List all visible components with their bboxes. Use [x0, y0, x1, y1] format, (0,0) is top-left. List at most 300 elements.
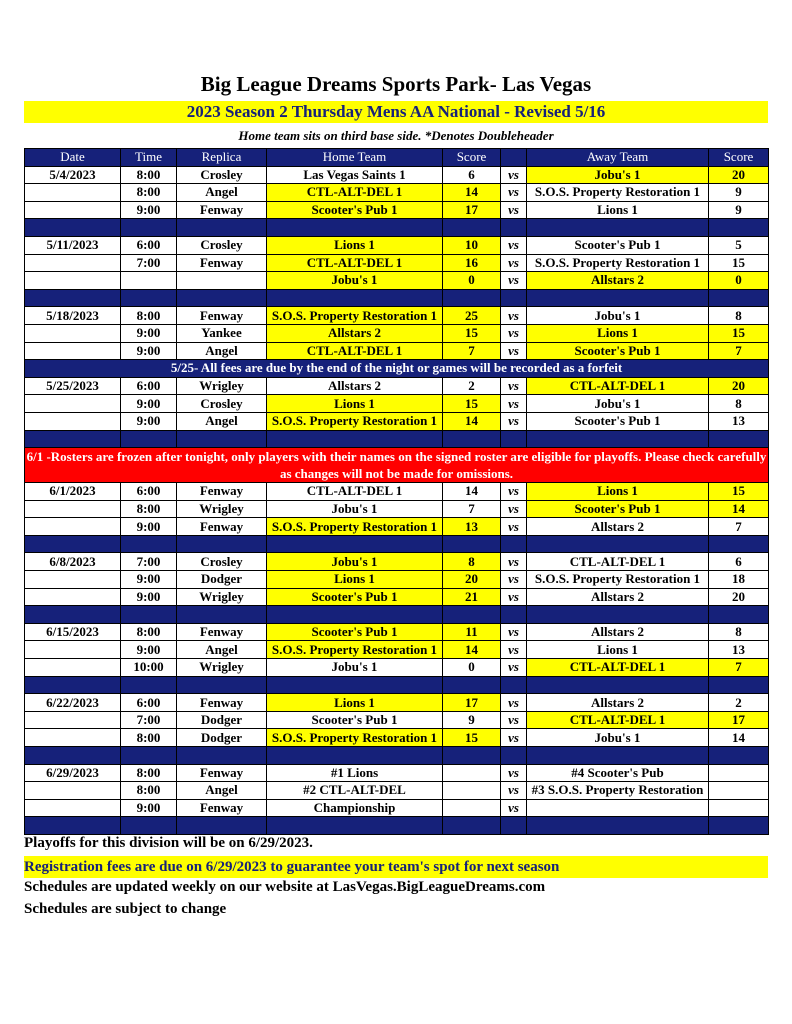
- separator-cell: [443, 219, 501, 237]
- home-team: Lions 1: [267, 694, 443, 712]
- game-time: 6:00: [121, 377, 177, 395]
- game-row: [25, 571, 769, 589]
- separator-cell: [267, 817, 443, 835]
- vs-label: vs: [501, 623, 527, 641]
- game-date: [25, 571, 121, 589]
- home-score: 10: [443, 236, 501, 254]
- game-time: 9:00: [121, 799, 177, 817]
- home-team: Jobu's 1: [267, 500, 443, 518]
- home-team: Scooter's Pub 1: [267, 201, 443, 219]
- separator-cell: [121, 219, 177, 237]
- home-score: 16: [443, 254, 501, 272]
- home-score: 14: [443, 641, 501, 659]
- away-score: 13: [709, 412, 769, 430]
- field-name: Fenway: [177, 518, 267, 536]
- home-team: S.O.S. Property Restoration 1: [267, 412, 443, 430]
- game-date: [25, 342, 121, 360]
- game-date: [25, 799, 121, 817]
- separator-cell: [501, 817, 527, 835]
- separator-cell: [501, 676, 527, 694]
- away-score: 8: [709, 395, 769, 413]
- game-date: 5/11/2023: [25, 236, 121, 254]
- home-score: 7: [443, 500, 501, 518]
- col-away-score: Score: [709, 149, 769, 167]
- away-score: 20: [709, 377, 769, 395]
- field-name: [177, 272, 267, 290]
- home-team: S.O.S. Property Restoration 1: [267, 641, 443, 659]
- game-date: [25, 711, 121, 729]
- separator-cell: [709, 535, 769, 553]
- vs-label: vs: [501, 412, 527, 430]
- separator-cell: [25, 747, 121, 765]
- game-date: [25, 254, 121, 272]
- vs-label: vs: [501, 553, 527, 571]
- away-score: 20: [709, 166, 769, 184]
- game-row: [25, 483, 769, 501]
- game-row: [25, 659, 769, 677]
- game-time: [121, 272, 177, 290]
- away-score: 7: [709, 342, 769, 360]
- separator-cell: [25, 430, 121, 448]
- game-date: 6/15/2023: [25, 623, 121, 641]
- vs-label: vs: [501, 729, 527, 747]
- game-row: [25, 764, 769, 782]
- home-score: 15: [443, 395, 501, 413]
- vs-label: vs: [501, 377, 527, 395]
- field-name: Dodger: [177, 571, 267, 589]
- separator-cell: [267, 289, 443, 307]
- away-team: CTL-ALT-DEL 1: [527, 553, 709, 571]
- vs-label: vs: [501, 236, 527, 254]
- separator-cell: [267, 606, 443, 624]
- away-team: CTL-ALT-DEL 1: [527, 377, 709, 395]
- separator-cell: [25, 676, 121, 694]
- separator-cell: [443, 676, 501, 694]
- home-team: Allstars 2: [267, 324, 443, 342]
- game-row: [25, 272, 769, 290]
- vs-label: vs: [501, 307, 527, 325]
- home-score: 15: [443, 324, 501, 342]
- game-row: [25, 324, 769, 342]
- home-score: 11: [443, 623, 501, 641]
- field-name: Wrigley: [177, 588, 267, 606]
- separator-cell: [527, 817, 709, 835]
- home-score: 6: [443, 166, 501, 184]
- game-time: 8:00: [121, 782, 177, 800]
- game-row: [25, 342, 769, 360]
- game-time: 9:00: [121, 201, 177, 219]
- vs-label: vs: [501, 324, 527, 342]
- game-row: [25, 412, 769, 430]
- game-row: [25, 166, 769, 184]
- separator-cell: [121, 676, 177, 694]
- game-date: [25, 729, 121, 747]
- home-team: Jobu's 1: [267, 272, 443, 290]
- separator-cell: [709, 219, 769, 237]
- game-date: 5/25/2023: [25, 377, 121, 395]
- registration-note: Registration fees are due on 6/29/2023 to guarantee your team's spot for next season: [24, 856, 768, 878]
- game-date: [25, 201, 121, 219]
- col-vs: [501, 149, 527, 167]
- game-row: [25, 694, 769, 712]
- away-score: 6: [709, 553, 769, 571]
- week-separator: [25, 219, 769, 237]
- field-name: Dodger: [177, 711, 267, 729]
- away-team: [527, 799, 709, 817]
- home-score: 9: [443, 711, 501, 729]
- game-date: [25, 588, 121, 606]
- separator-cell: [267, 535, 443, 553]
- home-team: Lions 1: [267, 236, 443, 254]
- game-date: 6/1/2023: [25, 483, 121, 501]
- game-time: 9:00: [121, 641, 177, 659]
- page-title: Big League Dreams Sports Park- Las Vegas: [200, 72, 592, 96]
- playoffs-note: Playoffs for this division will be on 6/29/2023.: [24, 835, 313, 851]
- home-team: Scooter's Pub 1: [267, 623, 443, 641]
- week-separator: [25, 430, 769, 448]
- game-row: [25, 782, 769, 800]
- game-time: 9:00: [121, 412, 177, 430]
- game-row: [25, 307, 769, 325]
- separator-cell: [25, 535, 121, 553]
- separator-cell: [25, 289, 121, 307]
- separator-cell: [267, 219, 443, 237]
- away-team: Allstars 2: [527, 518, 709, 536]
- schedule-body: [25, 166, 769, 834]
- away-team: Scooter's Pub 1: [527, 500, 709, 518]
- game-date: 6/22/2023: [25, 694, 121, 712]
- col-date: Date: [25, 149, 121, 167]
- home-team: Lions 1: [267, 395, 443, 413]
- away-team: #3 S.O.S. Property Restoration: [527, 782, 709, 800]
- home-team: Championship: [267, 799, 443, 817]
- away-score: 18: [709, 571, 769, 589]
- away-team: Jobu's 1: [527, 729, 709, 747]
- away-team: Allstars 2: [527, 272, 709, 290]
- home-score: 20: [443, 571, 501, 589]
- separator-cell: [177, 535, 267, 553]
- home-score: 7: [443, 342, 501, 360]
- away-team: Jobu's 1: [527, 307, 709, 325]
- vs-label: vs: [501, 184, 527, 202]
- vs-label: vs: [501, 395, 527, 413]
- game-time: 8:00: [121, 623, 177, 641]
- home-score: 14: [443, 184, 501, 202]
- away-team: Allstars 2: [527, 694, 709, 712]
- home-team: S.O.S. Property Restoration 1: [267, 307, 443, 325]
- roster-notice-text: 6/1 -Rosters are frozen after tonight, only players with their names on the signed roster are eligible for playoffs. Please check carefully as changes will not be made for omissions.: [25, 448, 769, 483]
- game-row: [25, 588, 769, 606]
- away-score: 8: [709, 307, 769, 325]
- home-team: S.O.S. Property Restoration 1: [267, 729, 443, 747]
- separator-cell: [443, 430, 501, 448]
- away-team: Jobu's 1: [527, 166, 709, 184]
- field-name: Angel: [177, 782, 267, 800]
- home-team: Jobu's 1: [267, 553, 443, 571]
- separator-cell: [121, 747, 177, 765]
- game-date: [25, 324, 121, 342]
- game-time: 7:00: [121, 254, 177, 272]
- game-row: [25, 201, 769, 219]
- home-team: CTL-ALT-DEL 1: [267, 254, 443, 272]
- home-team: Scooter's Pub 1: [267, 588, 443, 606]
- game-time: 7:00: [121, 553, 177, 571]
- game-row: [25, 518, 769, 536]
- game-time: 9:00: [121, 588, 177, 606]
- game-time: 6:00: [121, 483, 177, 501]
- game-time: 8:00: [121, 307, 177, 325]
- away-score: 7: [709, 518, 769, 536]
- vs-label: vs: [501, 659, 527, 677]
- field-name: Angel: [177, 412, 267, 430]
- home-team: #1 Lions: [267, 764, 443, 782]
- away-team: S.O.S. Property Restoration 1: [527, 254, 709, 272]
- separator-cell: [443, 289, 501, 307]
- home-score: 25: [443, 307, 501, 325]
- away-score: 17: [709, 711, 769, 729]
- game-time: 8:00: [121, 166, 177, 184]
- field-name: Fenway: [177, 799, 267, 817]
- game-time: 9:00: [121, 395, 177, 413]
- game-time: 10:00: [121, 659, 177, 677]
- col-home-score: Score: [443, 149, 501, 167]
- home-team: Las Vegas Saints 1: [267, 166, 443, 184]
- week-separator: [25, 747, 769, 765]
- separator-cell: [25, 219, 121, 237]
- separator-cell: [709, 289, 769, 307]
- separator-cell: [25, 817, 121, 835]
- home-score: 2: [443, 377, 501, 395]
- separator-cell: [527, 289, 709, 307]
- game-date: [25, 395, 121, 413]
- separator-cell: [501, 747, 527, 765]
- week-separator: [25, 289, 769, 307]
- away-team: Lions 1: [527, 201, 709, 219]
- field-name: Angel: [177, 184, 267, 202]
- separator-cell: [527, 430, 709, 448]
- away-team: S.O.S. Property Restoration 1: [527, 184, 709, 202]
- col-replica: Replica: [177, 149, 267, 167]
- fees-banner: [25, 360, 769, 378]
- away-team: Allstars 2: [527, 588, 709, 606]
- separator-cell: [527, 676, 709, 694]
- game-row: [25, 623, 769, 641]
- field-name: Fenway: [177, 694, 267, 712]
- week-separator: [25, 535, 769, 553]
- vs-label: vs: [501, 500, 527, 518]
- field-name: Angel: [177, 641, 267, 659]
- field-name: Dodger: [177, 729, 267, 747]
- away-score: 9: [709, 184, 769, 202]
- home-team: CTL-ALT-DEL 1: [267, 483, 443, 501]
- away-team: S.O.S. Property Restoration 1: [527, 571, 709, 589]
- col-home-team: Home Team: [267, 149, 443, 167]
- game-time: 6:00: [121, 236, 177, 254]
- website-note: Schedules are updated weekly on our website at LasVegas.BigLeagueDreams.com: [24, 879, 546, 895]
- roster-freeze-notice: [25, 448, 769, 483]
- col-away-team: Away Team: [527, 149, 709, 167]
- vs-label: vs: [501, 272, 527, 290]
- field-name: Wrigley: [177, 659, 267, 677]
- away-score: 0: [709, 272, 769, 290]
- game-date: [25, 518, 121, 536]
- header-row: [25, 149, 769, 167]
- game-row: [25, 377, 769, 395]
- field-name: Fenway: [177, 254, 267, 272]
- field-name: Wrigley: [177, 500, 267, 518]
- home-score: 15: [443, 729, 501, 747]
- home-score: 0: [443, 272, 501, 290]
- game-time: 8:00: [121, 500, 177, 518]
- game-time: 9:00: [121, 518, 177, 536]
- week-separator: [25, 676, 769, 694]
- separator-cell: [443, 747, 501, 765]
- separator-cell: [267, 430, 443, 448]
- field-name: Angel: [177, 342, 267, 360]
- separator-cell: [709, 817, 769, 835]
- away-score: 13: [709, 641, 769, 659]
- away-score: 14: [709, 500, 769, 518]
- separator-cell: [527, 219, 709, 237]
- separator-cell: [177, 606, 267, 624]
- game-time: 9:00: [121, 324, 177, 342]
- away-team: Scooter's Pub 1: [527, 412, 709, 430]
- field-name: Crosley: [177, 166, 267, 184]
- field-name: Fenway: [177, 623, 267, 641]
- separator-cell: [177, 289, 267, 307]
- away-team: Scooter's Pub 1: [527, 236, 709, 254]
- away-team: CTL-ALT-DEL 1: [527, 711, 709, 729]
- game-date: [25, 659, 121, 677]
- separator-cell: [177, 817, 267, 835]
- vs-label: vs: [501, 799, 527, 817]
- home-team: Lions 1: [267, 571, 443, 589]
- game-date: 6/8/2023: [25, 553, 121, 571]
- game-time: 8:00: [121, 729, 177, 747]
- separator-cell: [501, 606, 527, 624]
- vs-label: vs: [501, 764, 527, 782]
- home-team: Allstars 2: [267, 377, 443, 395]
- away-score: 8: [709, 623, 769, 641]
- schedule-table: [24, 148, 769, 835]
- separator-cell: [177, 430, 267, 448]
- game-date: 5/18/2023: [25, 307, 121, 325]
- home-score: 21: [443, 588, 501, 606]
- field-name: Crosley: [177, 553, 267, 571]
- game-row: [25, 254, 769, 272]
- away-score: [709, 764, 769, 782]
- away-score: [709, 782, 769, 800]
- separator-cell: [501, 535, 527, 553]
- field-name: Fenway: [177, 483, 267, 501]
- home-score: 17: [443, 694, 501, 712]
- vs-label: vs: [501, 342, 527, 360]
- away-score: [709, 799, 769, 817]
- vs-label: vs: [501, 201, 527, 219]
- vs-label: vs: [501, 483, 527, 501]
- separator-cell: [267, 747, 443, 765]
- separator-cell: [709, 606, 769, 624]
- game-date: [25, 782, 121, 800]
- game-time: 8:00: [121, 764, 177, 782]
- game-row: [25, 500, 769, 518]
- home-team: CTL-ALT-DEL 1: [267, 184, 443, 202]
- game-date: [25, 500, 121, 518]
- away-team: Lions 1: [527, 324, 709, 342]
- game-row: [25, 553, 769, 571]
- separator-cell: [121, 606, 177, 624]
- separator-cell: [267, 676, 443, 694]
- vs-label: vs: [501, 588, 527, 606]
- home-score: 14: [443, 412, 501, 430]
- separator-cell: [121, 817, 177, 835]
- away-team: Lions 1: [527, 483, 709, 501]
- separator-cell: [121, 535, 177, 553]
- game-time: 7:00: [121, 711, 177, 729]
- away-score: 5: [709, 236, 769, 254]
- game-time: 8:00: [121, 184, 177, 202]
- game-time: 9:00: [121, 571, 177, 589]
- separator-cell: [25, 606, 121, 624]
- home-team: S.O.S. Property Restoration 1: [267, 518, 443, 536]
- week-separator: [25, 606, 769, 624]
- vs-label: vs: [501, 694, 527, 712]
- home-score: [443, 782, 501, 800]
- game-date: [25, 412, 121, 430]
- home-team: Scooter's Pub 1: [267, 711, 443, 729]
- separator-cell: [121, 289, 177, 307]
- home-team-note: Home team sits on third base side. *Denotes Doubleheader: [238, 128, 554, 143]
- home-score: [443, 799, 501, 817]
- game-row: [25, 395, 769, 413]
- separator-cell: [527, 606, 709, 624]
- game-date: [25, 272, 121, 290]
- home-score: 8: [443, 553, 501, 571]
- separator-cell: [501, 430, 527, 448]
- home-score: 0: [443, 659, 501, 677]
- home-score: 17: [443, 201, 501, 219]
- away-score: 15: [709, 324, 769, 342]
- separator-cell: [121, 430, 177, 448]
- game-row: [25, 641, 769, 659]
- away-team: CTL-ALT-DEL 1: [527, 659, 709, 677]
- change-note: Schedules are subject to change: [24, 901, 227, 917]
- col-time: Time: [121, 149, 177, 167]
- game-row: [25, 236, 769, 254]
- game-date: 5/4/2023: [25, 166, 121, 184]
- separator-cell: [709, 676, 769, 694]
- field-name: Crosley: [177, 395, 267, 413]
- week-separator: [25, 817, 769, 835]
- vs-label: vs: [501, 518, 527, 536]
- field-name: Yankee: [177, 324, 267, 342]
- vs-label: vs: [501, 571, 527, 589]
- game-date: [25, 184, 121, 202]
- game-time: 9:00: [121, 342, 177, 360]
- game-row: [25, 184, 769, 202]
- away-score: 2: [709, 694, 769, 712]
- separator-cell: [443, 535, 501, 553]
- away-score: 15: [709, 483, 769, 501]
- game-row: [25, 711, 769, 729]
- separator-cell: [443, 817, 501, 835]
- home-score: 14: [443, 483, 501, 501]
- game-time: 6:00: [121, 694, 177, 712]
- separator-cell: [501, 289, 527, 307]
- away-score: 9: [709, 201, 769, 219]
- home-team: Jobu's 1: [267, 659, 443, 677]
- field-name: Crosley: [177, 236, 267, 254]
